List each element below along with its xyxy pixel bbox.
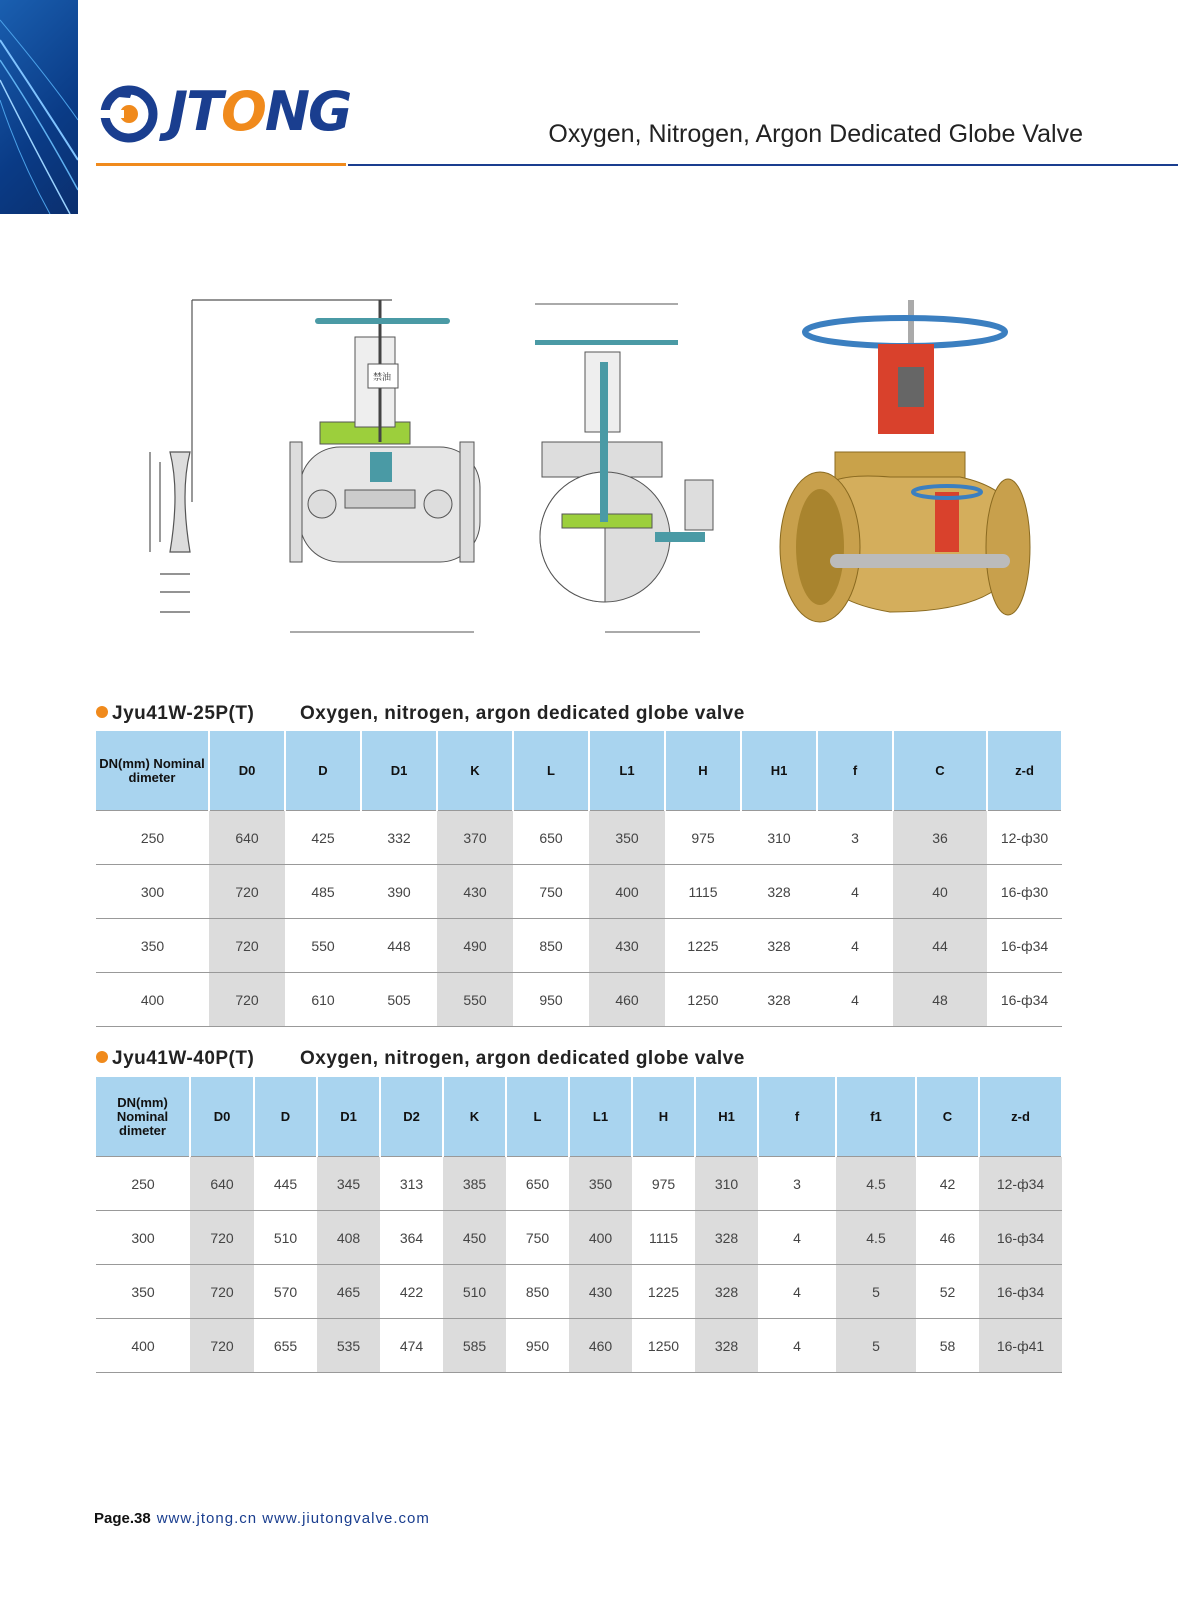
table-cell: 450 [443, 1211, 506, 1265]
table-cell: 460 [589, 973, 665, 1027]
table-cell: 5 [836, 1319, 916, 1373]
col-header: H1 [695, 1077, 758, 1157]
table-cell: 5 [836, 1265, 916, 1319]
table-cell: 430 [437, 865, 513, 919]
table-cell: 720 [190, 1319, 254, 1373]
table-cell: 1115 [632, 1211, 695, 1265]
col-header: D1 [317, 1077, 380, 1157]
col-header: L1 [569, 1077, 632, 1157]
table-cell: 1225 [632, 1265, 695, 1319]
col-header: D0 [209, 731, 285, 811]
col-header: D [285, 731, 361, 811]
valve-photo [780, 300, 1030, 622]
table-cell: 46 [916, 1211, 979, 1265]
table-cell: 16-ф34 [979, 1211, 1062, 1265]
table-cell: 408 [317, 1211, 380, 1265]
table-cell: 390 [361, 865, 437, 919]
table-cell: 400 [96, 973, 209, 1027]
table-cell: 550 [285, 919, 361, 973]
table-cell: 400 [569, 1211, 632, 1265]
table-cell: 370 [437, 811, 513, 865]
table-cell: 550 [437, 973, 513, 1027]
col-header: D [254, 1077, 317, 1157]
table1-desc: Oxygen, nitrogen, argon dedicated globe valve [300, 703, 745, 724]
col-header: L [506, 1077, 569, 1157]
table-cell: 4 [817, 973, 893, 1027]
table-cell: 3 [758, 1157, 836, 1211]
table-row [96, 973, 1062, 1027]
table-cell: 950 [513, 973, 589, 1027]
table-cell: 250 [96, 811, 209, 865]
col-header: D1 [361, 731, 437, 811]
table-cell: 4.5 [836, 1157, 916, 1211]
table-cell: 3 [817, 811, 893, 865]
table-cell: 720 [209, 973, 285, 1027]
table-row [96, 1211, 1062, 1265]
table-cell: 350 [589, 811, 665, 865]
logo-wordmark: JTONG [168, 79, 351, 143]
table-cell: 16-ф34 [987, 919, 1062, 973]
table-cell: 4 [758, 1319, 836, 1373]
table-row [96, 1157, 1062, 1211]
table-cell: 975 [665, 811, 741, 865]
table-cell: 16-ф41 [979, 1319, 1062, 1373]
table-cell: 42 [916, 1157, 979, 1211]
col-header: D0 [190, 1077, 254, 1157]
header-rule-orange [96, 163, 346, 166]
col-header: f1 [836, 1077, 916, 1157]
col-header: f [758, 1077, 836, 1157]
table-cell: 485 [285, 865, 361, 919]
col-header: L1 [589, 731, 665, 811]
table-row [96, 1319, 1062, 1373]
table-cell: 328 [695, 1319, 758, 1373]
table-cell: 445 [254, 1157, 317, 1211]
header-rule-blue [348, 164, 1178, 166]
table-cell: 505 [361, 973, 437, 1027]
table-cell: 4 [817, 919, 893, 973]
col-header: H [632, 1077, 695, 1157]
table-cell: 460 [569, 1319, 632, 1373]
spec-table-40 [96, 1077, 1063, 1373]
table1-model: Jyu41W-25P(T) [112, 703, 255, 724]
jtong-logo-icon [94, 76, 164, 146]
col-header: H1 [741, 731, 817, 811]
table-cell: 300 [96, 1211, 190, 1265]
table-cell: 44 [893, 919, 987, 973]
table-cell: 1225 [665, 919, 741, 973]
corner-decoration [0, 0, 78, 214]
valve-figures [130, 292, 1050, 652]
col-header: K [443, 1077, 506, 1157]
table-cell: 430 [589, 919, 665, 973]
table-cell: 400 [96, 1319, 190, 1373]
table-cell: 750 [513, 865, 589, 919]
col-header: C [916, 1077, 979, 1157]
table-cell: 16-ф34 [979, 1265, 1062, 1319]
table-header-row [96, 731, 1062, 811]
table-cell: 465 [317, 1265, 380, 1319]
table-cell: 4.5 [836, 1211, 916, 1265]
table-cell: 48 [893, 973, 987, 1027]
table-cell: 350 [96, 919, 209, 973]
table-cell: 40 [893, 865, 987, 919]
table-cell: 4 [758, 1265, 836, 1319]
table-cell: 328 [741, 865, 817, 919]
table-cell: 328 [695, 1265, 758, 1319]
table-cell: 720 [209, 919, 285, 973]
table-cell: 1250 [632, 1319, 695, 1373]
table-cell: 16-ф34 [987, 973, 1062, 1027]
table-cell: 650 [513, 811, 589, 865]
col-header: H [665, 731, 741, 811]
table-cell: 350 [569, 1157, 632, 1211]
table-cell: 720 [190, 1265, 254, 1319]
col-header: z-d [987, 731, 1062, 811]
table-cell: 640 [190, 1157, 254, 1211]
col-header-dn: DN(mm) Nominal dimeter [96, 1077, 190, 1157]
table-cell: 250 [96, 1157, 190, 1211]
table-cell: 1250 [665, 973, 741, 1027]
table-cell: 422 [380, 1265, 443, 1319]
table-cell: 12-ф34 [979, 1157, 1062, 1211]
table-cell: 510 [443, 1265, 506, 1319]
table-cell: 610 [285, 973, 361, 1027]
table-cell: 328 [741, 919, 817, 973]
col-header: f [817, 731, 893, 811]
table-cell: 332 [361, 811, 437, 865]
table-cell: 385 [443, 1157, 506, 1211]
table-cell: 510 [254, 1211, 317, 1265]
table-cell: 750 [506, 1211, 569, 1265]
table-cell: 850 [513, 919, 589, 973]
col-header: D2 [380, 1077, 443, 1157]
table-cell: 4 [758, 1211, 836, 1265]
table-cell: 448 [361, 919, 437, 973]
table-cell: 400 [589, 865, 665, 919]
table-cell: 310 [741, 811, 817, 865]
table-cell: 300 [96, 865, 209, 919]
col-header: z-d [979, 1077, 1062, 1157]
spec-table-25 [96, 731, 1063, 1027]
table-cell: 650 [506, 1157, 569, 1211]
table-cell: 12-ф30 [987, 811, 1062, 865]
page-title: Oxygen, Nitrogen, Argon Dedicated Globe Valve [548, 120, 1083, 148]
nameplate-label: 禁油 [373, 372, 392, 382]
table-cell: 328 [695, 1211, 758, 1265]
table-cell: 850 [506, 1265, 569, 1319]
table1-title [96, 703, 745, 725]
table-cell: 345 [317, 1157, 380, 1211]
bullet-dot-icon [96, 1051, 108, 1063]
table-cell: 720 [190, 1211, 254, 1265]
table-header-row [96, 1077, 1062, 1157]
table-cell: 36 [893, 811, 987, 865]
bullet-dot-icon [96, 706, 108, 718]
table-cell: 430 [569, 1265, 632, 1319]
col-header: K [437, 731, 513, 811]
table-cell: 310 [695, 1157, 758, 1211]
table-row [96, 919, 1062, 973]
table-row [96, 811, 1062, 865]
table-cell: 474 [380, 1319, 443, 1373]
table-cell: 975 [632, 1157, 695, 1211]
table-cell: 16-ф30 [987, 865, 1062, 919]
table-cell: 655 [254, 1319, 317, 1373]
table-cell: 535 [317, 1319, 380, 1373]
table-cell: 364 [380, 1211, 443, 1265]
table-cell: 950 [506, 1319, 569, 1373]
table-cell: 4 [817, 865, 893, 919]
table-cell: 1115 [665, 865, 741, 919]
page-footer [94, 1510, 430, 1527]
table-cell: 58 [916, 1319, 979, 1373]
table-row [96, 865, 1062, 919]
table-cell: 720 [209, 865, 285, 919]
page-number: Page.38 [94, 1510, 151, 1527]
col-header-dn: DN(mm) Nominal dimeter [96, 731, 209, 811]
col-header: C [893, 731, 987, 811]
table-cell: 585 [443, 1319, 506, 1373]
table-cell: 490 [437, 919, 513, 973]
table-cell: 425 [285, 811, 361, 865]
col-header: L [513, 731, 589, 811]
table2-title [96, 1048, 745, 1070]
table-cell: 640 [209, 811, 285, 865]
website-links[interactable]: www.jtong.cn www.jiutongvalve.com [156, 1510, 430, 1527]
table2-model: Jyu41W-40P(T) [112, 1048, 255, 1069]
top-view-drawing [535, 304, 713, 632]
front-section-drawing [290, 300, 480, 632]
table-cell: 313 [380, 1157, 443, 1211]
table-cell: 570 [254, 1265, 317, 1319]
table-cell: 52 [916, 1265, 979, 1319]
table-row [96, 1265, 1062, 1319]
table2-desc: Oxygen, nitrogen, argon dedicated globe valve [300, 1048, 745, 1069]
table-cell: 350 [96, 1265, 190, 1319]
table-cell: 328 [741, 973, 817, 1027]
jtong-logo [94, 76, 350, 146]
